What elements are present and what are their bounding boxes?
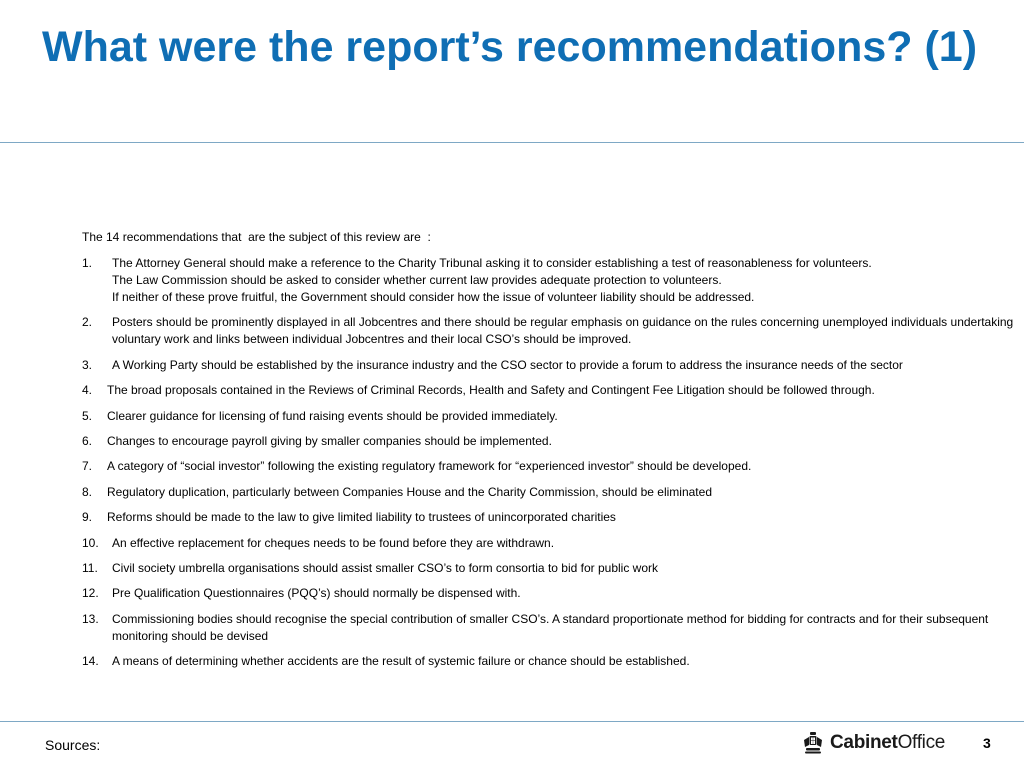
recommendation-item [82,585,1022,602]
recommendation-number: 10. [82,535,99,550]
recommendation-text [112,255,1022,306]
recommendation-line: Pre Qualification Questionnaires (PQQ’s) should normally be dispensed with. [112,586,521,601]
recommendation-line: Clearer guidance for licensing of fund raising events should be provided immediately. [107,408,558,423]
recommendation-number: 8. [82,484,93,499]
recommendation-line: Posters should be prominently displayed in all Jobcentres and there should be regular emphasis on guidance on the rules concerning unemployed individuals undertaking voluntary work and links between individual Jobcentres and their local CSO’s should be improved. [112,315,1014,347]
page-number: 3 [983,735,991,751]
recommendation-text [107,382,1022,399]
recommendation-number: 3. [82,357,93,372]
recommendation-line: Civil society umbrella organisations should assist smaller CSO’s to form consortia to bid for public work [112,560,658,575]
recommendation-number: 4. [82,383,93,398]
recommendation-text [112,653,1022,670]
recommendation-line: Changes to encourage payroll giving by smaller companies should be implemented. [107,433,552,448]
recommendation-text [107,408,1022,425]
recommendation-line: A means of determining whether accidents are the result of systemic failure or chance should be established. [112,654,690,669]
recommendation-item [82,255,1022,306]
recommendation-text [112,535,1022,552]
recommendation-item [82,653,1022,670]
footer-divider [0,721,1024,722]
recommendation-item [82,314,1022,348]
recommendation-line: An effective replacement for cheques needs to be found before they are withdrawn. [112,535,555,550]
recommendation-text [112,314,1022,348]
recommendation-list [82,255,1022,678]
recommendation-text [112,560,1022,577]
recommendation-line: The Law Commission should be asked to consider whether current law provides adequate protection to volunteers. [112,273,722,287]
recommendation-number: 12. [82,586,99,601]
recommendation-number: 2. [82,315,93,330]
recommendation-text [112,585,1022,602]
cabinet-office-logo [801,731,945,755]
recommendation-line: Reforms should be made to the law to give limited liability to trustees of unincorporated charities [107,510,616,525]
intro-text: The 14 recommendations that are the subject of this review are : [82,230,431,244]
recommendation-item [82,509,1022,526]
recommendation-item [82,408,1022,425]
recommendation-number: 6. [82,433,93,448]
recommendation-text [107,433,1022,450]
royal-crest-icon [801,731,825,755]
title-divider [0,142,1024,143]
recommendation-item [82,560,1022,577]
logo-text-light: Office [897,732,946,753]
recommendation-line: A Working Party should be established by the insurance industry and the CSO sector to provide a forum to address the insurance needs of the sector [112,357,903,372]
recommendation-item [82,357,1022,374]
recommendation-text [107,458,1022,475]
recommendation-item [82,458,1022,475]
sources-label: Sources: [45,737,101,753]
recommendation-line: The Attorney General should make a reference to the Charity Tribunal asking it to consider establishing a test of reasonableness for volunteers. [112,256,872,270]
recommendation-number: 1. [82,256,93,270]
recommendation-text [107,484,1022,501]
recommendation-item [82,433,1022,450]
slide-title: What were the report’s recommendations? (1) [42,23,978,71]
recommendation-number: 13. [82,611,99,626]
recommendation-item [82,484,1022,501]
recommendation-number: 7. [82,459,93,474]
recommendation-line: Regulatory duplication, particularly between Companies House and the Charity Commission, should be eliminated [107,484,712,499]
recommendation-item [82,611,1022,645]
recommendation-number: 11. [82,560,98,575]
recommendation-text [112,357,1022,374]
recommendation-number: 9. [82,510,93,525]
recommendation-number: 14. [82,654,99,669]
logo-text-bold: Cabinet [830,732,898,753]
recommendation-line: Commissioning bodies should recognise the special contribution of smaller CSO’s. A standard proportionate method for bidding for contracts and for their subsequent monitoring should be devised [112,611,989,643]
recommendation-text [107,509,1022,526]
recommendation-line: A category of “social investor” following the existing regulatory framework for “experienced investor” should be developed. [107,459,752,474]
recommendation-item [82,535,1022,552]
logo-text [830,732,945,754]
recommendation-line: If neither of these prove fruitful, the Government should consider how the issue of volunteer liability should be addressed. [112,290,755,304]
recommendation-line: The broad proposals contained in the Reviews of Criminal Records, Health and Safety and Contingent Fee Litigation should be followed through. [107,383,875,398]
recommendation-item [82,382,1022,399]
recommendation-number: 5. [82,408,93,423]
recommendation-text [112,611,1022,645]
